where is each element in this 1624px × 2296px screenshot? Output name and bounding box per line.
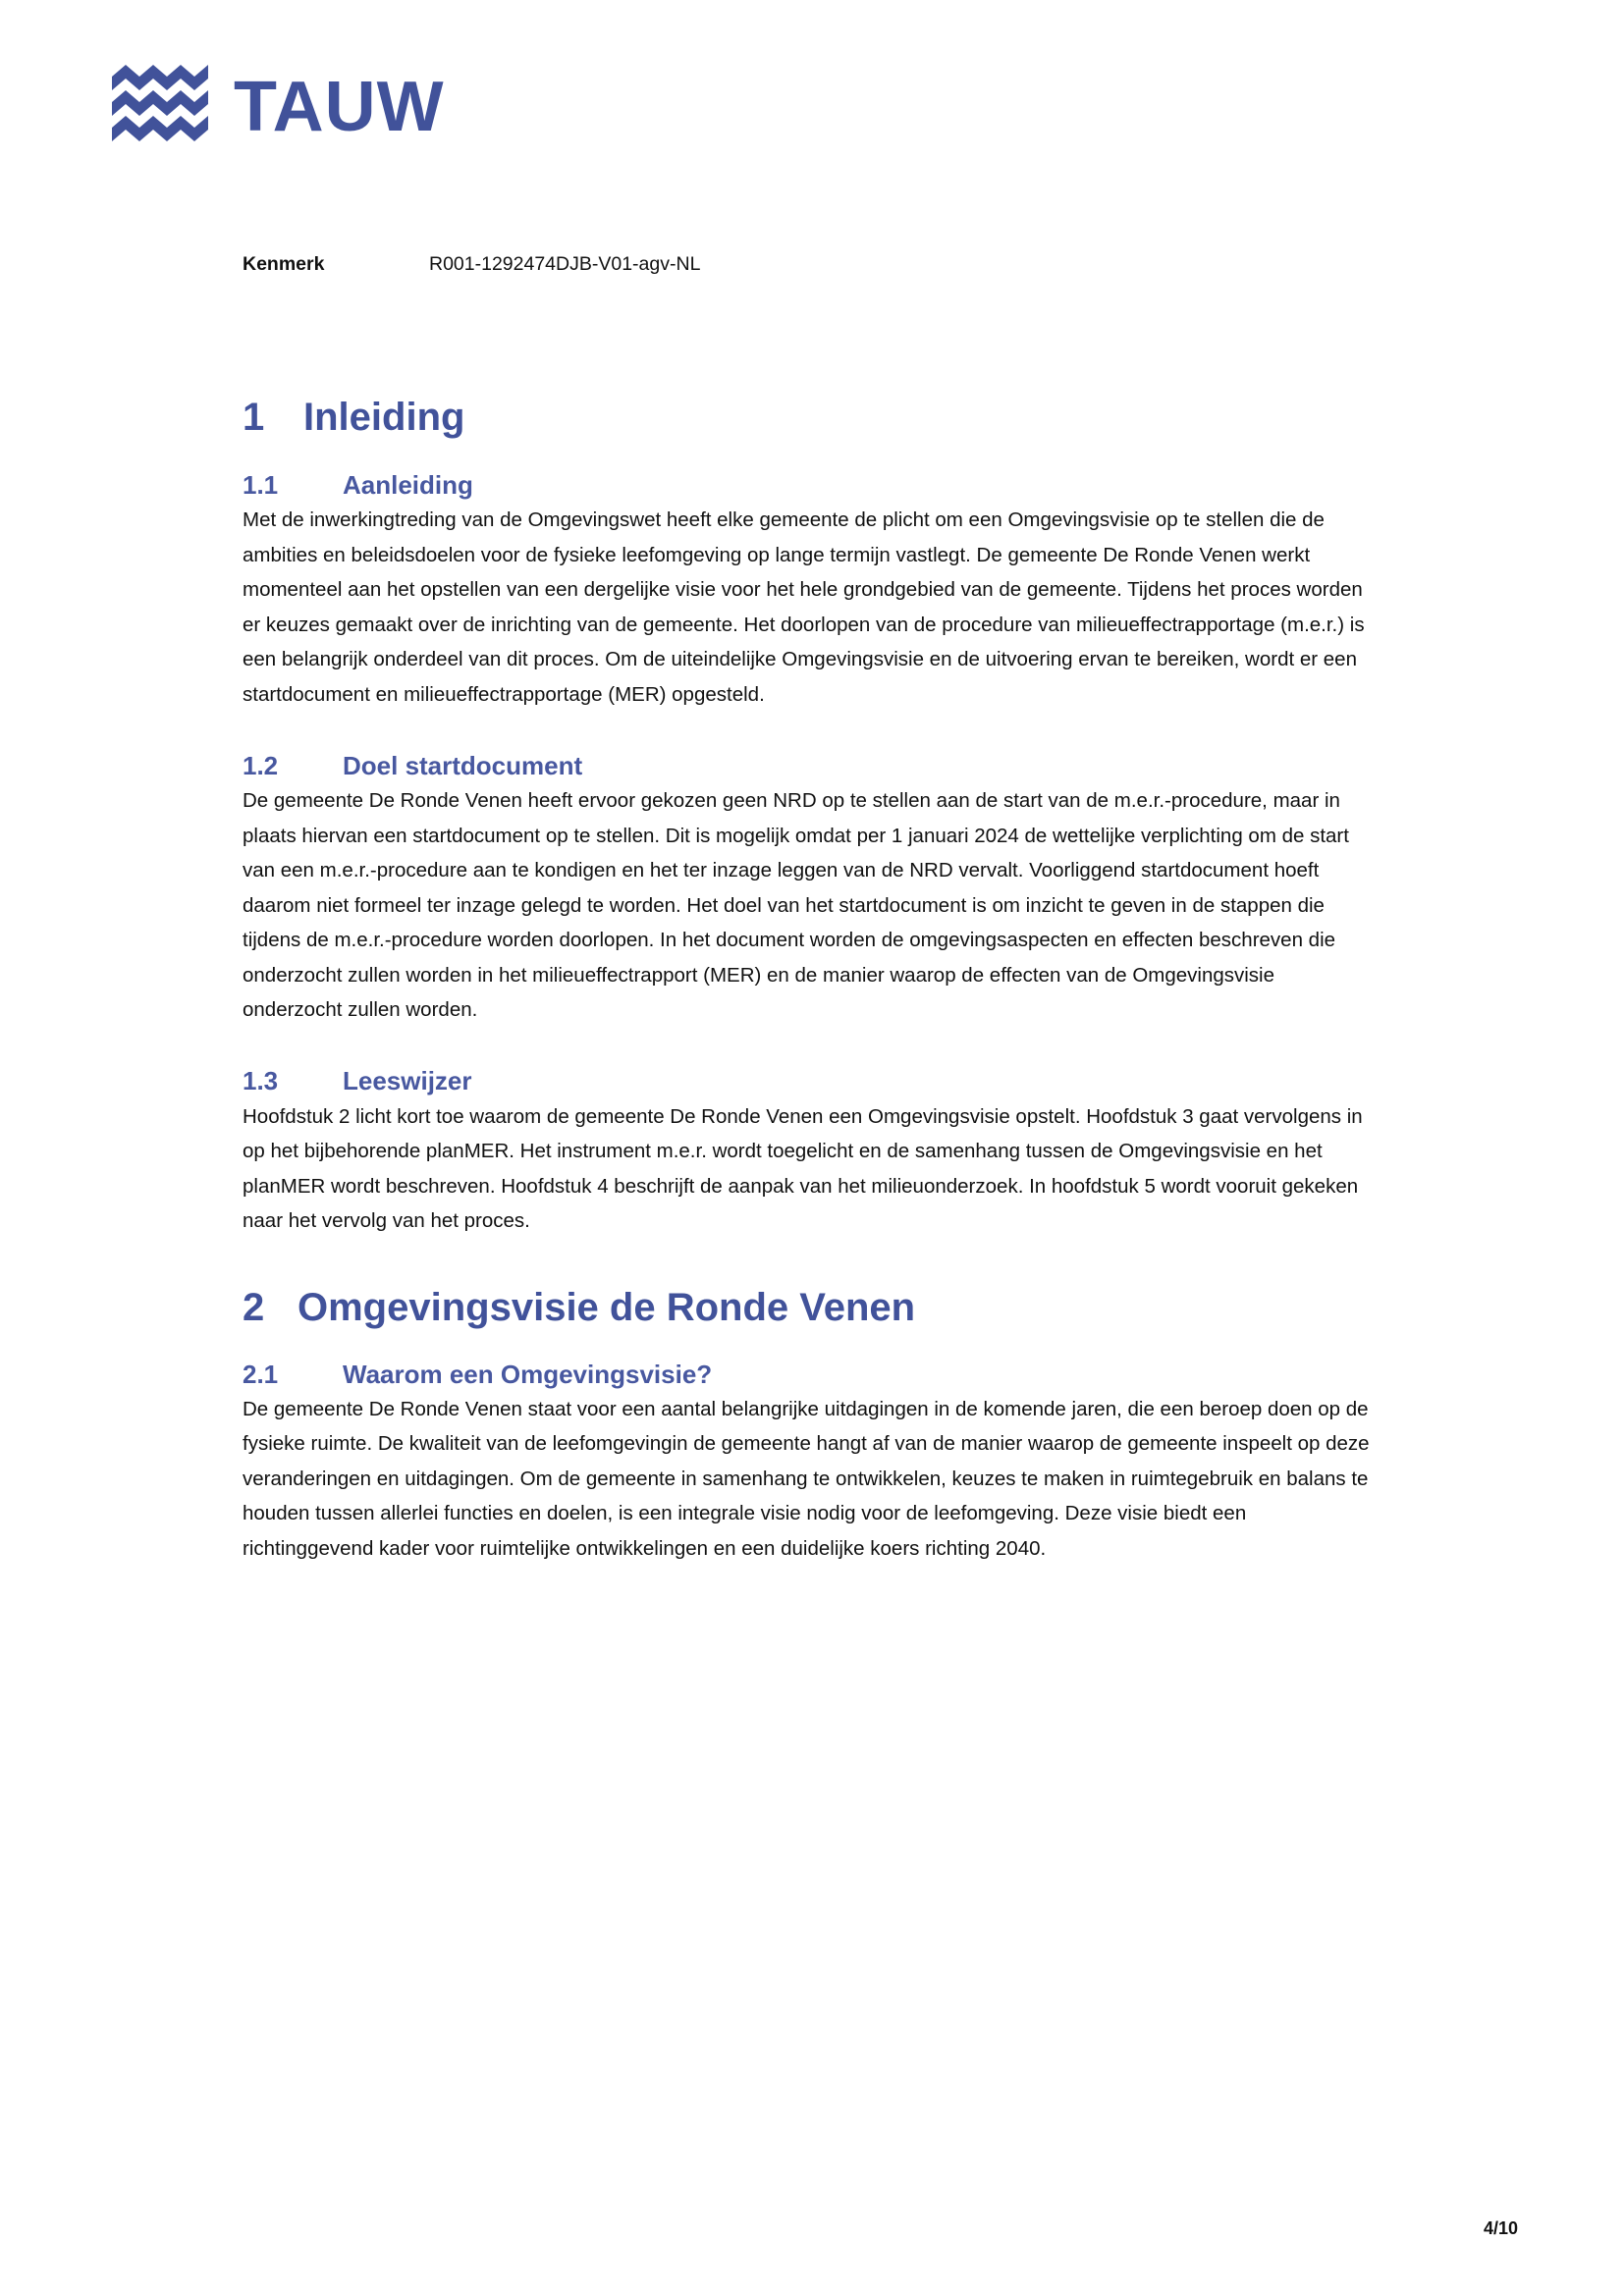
- section-number-1-3: 1.3: [243, 1066, 279, 1096]
- section-1-1: [243, 470, 1377, 712]
- section-heading-1-2: [243, 751, 1377, 781]
- section-number-1-2: 1.2: [243, 751, 279, 781]
- section-body-1-1: Met de inwerkingtreding van de Omgevingswet heeft elke gemeente de plicht om een Omgevingsvisie op te stellen die de ambities en beleidsdoelen voor de fysieke leefomgeving op lange termijn vastlegt. De gemeente De Ronde Venen werkt momenteel aan het opstellen van een dergelijke visie voor het hele grondgebied van de gemeente. Tijdens het proces worden er keuzes gemaakt over de inrichting van de gemeente. Het doorlopen van de procedure van milieueffectrapportage (m.e.r.) is een belangrijk onderdeel van dit proces. Om de uiteindelijke Omgevingsvisie en de uitvoering ervan te bereiken, wordt er een startdocument en milieueffectrapportage (MER) opgesteld.: [243, 508, 1365, 706]
- section-title-1-1: Aanleiding: [343, 470, 473, 501]
- tauw-chevron-icon: [108, 63, 212, 147]
- chapter-heading-2: [243, 1285, 1377, 1331]
- tauw-wordmark: TAUW: [234, 68, 445, 146]
- chapter-title-1: Inleiding: [303, 396, 465, 439]
- kenmerk-row: [243, 253, 700, 276]
- kenmerk-label: Kenmerk: [243, 253, 325, 275]
- chapter-heading-1: [243, 395, 1377, 441]
- tauw-logo: [108, 63, 445, 147]
- page-number: 4/10: [1483, 2218, 1518, 2238]
- section-body-2-1: De gemeente De Ronde Venen staat voor een aantal belangrijke uitdagingen in de komende jaren, die een beroep doen op de fysieke ruimte. De kwaliteit van de leefomgevingin de gemeente hangt af van de manier waarop de gemeente inspeelt op deze veranderingen en uitdagingen. Om de gemeente in samenhang te ontwikkelen, keuzes te maken in ruimtegebruik en balans te houden tussen allerlei functies en doelen, is een integrale visie nodig voor de leefomgeving. Deze visie biedt een richtinggevend kader voor ruimtelijke ontwikkelingen en een duidelijke koers richting 2040.: [243, 1397, 1370, 1560]
- section-body-1-3: Hoofdstuk 2 licht kort toe waarom de gemeente De Ronde Venen een Omgevingsvisie opstelt. Hoofdstuk 3 gaat vervolgens in op het bijbehorende planMER. Het instrument m.e.r. wordt toegelicht en de samenhang tussen de Omgevingsvisie en het planMER wordt beschreven. Hoofdstuk 4 beschrijft de aanpak van het milieuonderzoek. In hoofdstuk 5 wordt vooruit gekeken naar het vervolg van het proces.: [243, 1104, 1363, 1232]
- section-title-2-1: Waarom een Omgevingsvisie?: [343, 1359, 713, 1389]
- kenmerk-value: R001-1292474DJB-V01-agv-NL: [429, 253, 701, 275]
- section-heading-1-1: [243, 470, 1377, 501]
- chapter-number-1: 1: [243, 396, 265, 439]
- section-heading-1-3: [243, 1066, 1377, 1096]
- section-1-3: [243, 1066, 1377, 1238]
- section-1-2: [243, 751, 1377, 1027]
- section-heading-2-1: [243, 1360, 1377, 1390]
- section-title-1-2: Doel startdocument: [343, 751, 583, 781]
- section-2-1: [243, 1360, 1377, 1566]
- chapter-title-2: Omgevingsvisie de Ronde Venen: [298, 1286, 916, 1330]
- section-number-1-1: 1.1: [243, 470, 279, 501]
- section-title-1-3: Leeswijzer: [343, 1066, 472, 1096]
- section-number-2-1: 2.1: [243, 1359, 279, 1389]
- section-body-1-2: De gemeente De Ronde Venen heeft ervoor gekozen geen NRD op te stellen aan de start van de m.e.r.-procedure, maar in plaats hiervan een startdocument op te stellen. Dit is mogelijk omdat per 1 januari 2024 de wettelijke verplichting om de start van een m.e.r.-procedure aan te kondigen en het ter inzage leggen van de NRD vervalt. Voorliggend startdocument hoeft daarom niet formeel ter inzage gelegd te worden. Het doel van het startdocument is om inzicht te geven in de stappen die tijdens de m.e.r.-procedure worden doorlopen. In het document worden de omgevingsaspecten en effecten beschreven die onderzocht zullen worden in het milieueffectrapport (MER) en de manier waarop de effecten van de Omgevingsvisie onderzocht zullen worden.: [243, 789, 1349, 1021]
- document-body: [243, 395, 1377, 1566]
- chapter-number-2: 2: [243, 1286, 265, 1330]
